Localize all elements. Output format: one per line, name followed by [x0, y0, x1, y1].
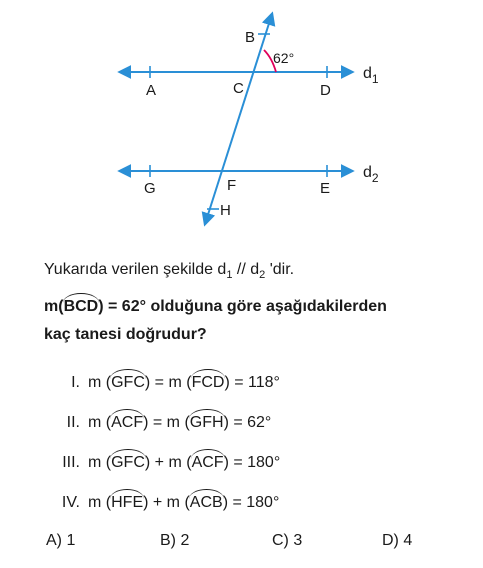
answer-option-d[interactable]: D) 4 — [382, 532, 413, 549]
label-E: E — [320, 180, 331, 197]
transversal-line — [205, 14, 272, 224]
statement-1: I. m (GFC) = m (FCD) = 118° — [71, 374, 280, 391]
label-G: G — [144, 180, 156, 197]
statement-4: IV. m (HFE) + m (ACB) = 180° — [61, 494, 280, 511]
arc-bcd: BCD — [63, 298, 99, 315]
label-F: F — [227, 177, 237, 194]
geometry-figure — [0, 0, 483, 250]
statement-2: II. m (ACF) = m (GFH) = 62° — [66, 414, 272, 431]
label-C: C — [233, 80, 244, 97]
answer-option-c[interactable]: C) 3 — [272, 532, 303, 549]
question-line-1: m(BCD) = 62° olduğuna göre aşağıdakilerden — [44, 298, 387, 315]
label-A: A — [146, 82, 157, 99]
label-B: B — [245, 29, 256, 46]
label-D: D — [320, 82, 331, 99]
answer-option-b[interactable]: B) 2 — [160, 532, 190, 549]
label-angle: 62° — [273, 50, 295, 66]
statement-3: III. m (GFC) + m (ACF) = 180° — [62, 454, 281, 471]
problem-intro: Yukarıda verilen şekilde $d_1 // d_2$ 'dir. — [44, 261, 295, 281]
label-d2: $d_2$ — [363, 164, 379, 185]
label-H: H — [220, 202, 231, 219]
label-d1: $d_1$ — [363, 65, 379, 86]
question-line-2: kaç tanesi doğrudur? — [44, 326, 207, 343]
answer-option-a[interactable]: A) 1 — [46, 532, 76, 549]
